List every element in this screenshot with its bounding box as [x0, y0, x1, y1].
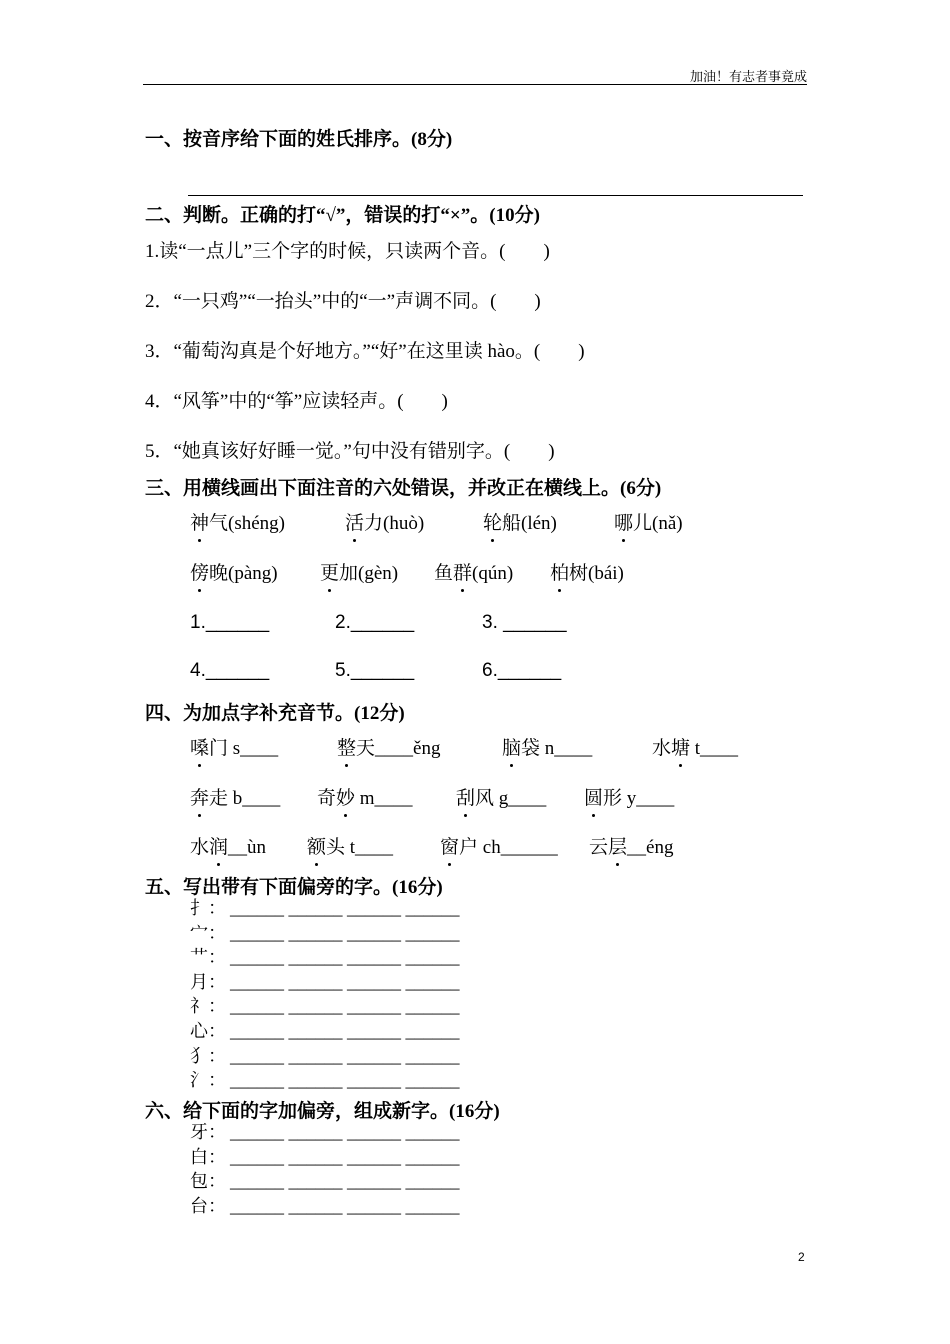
syllable-word: 刮风 g____ — [456, 783, 546, 810]
pinyin-word: 更加(gèn) — [320, 558, 398, 585]
radical-row: 礻： ______ ______ ______ ______ — [190, 996, 460, 1017]
syllable-word: 脑袋 n____ — [502, 733, 592, 760]
answer-line — [188, 195, 803, 196]
char-row: 牙： ______ ______ ______ ______ — [190, 1122, 460, 1142]
pinyin-word: 轮船(lén) — [483, 508, 557, 535]
section-4-title: 四、为加点字补充音节。(12分) — [145, 703, 405, 724]
write-blanks[interactable]: ______ ______ ______ ______ — [230, 947, 460, 968]
syllable-word: 水塘 t____ — [652, 733, 738, 760]
radical-row: 宀： ______ ______ ______ ______ — [190, 922, 460, 943]
syllable-word: 窗户 ch______ — [440, 832, 558, 859]
write-blanks[interactable]: ______ ______ ______ ______ — [230, 1045, 460, 1066]
section-5-title: 五、写出带有下面偏旁的字。(16分) — [145, 877, 443, 898]
write-blanks[interactable]: ______ ______ ______ ______ — [230, 898, 460, 918]
correction-blank[interactable]: 2.______ — [335, 612, 415, 633]
write-blanks[interactable]: ______ ______ ______ ______ — [230, 1020, 460, 1041]
judgment-item: 4．“风筝”中的“筝”应读轻声。( ) — [145, 391, 448, 412]
syllable-word: 嗓门 s____ — [190, 733, 278, 760]
radical-row: 心： ______ ______ ______ ______ — [190, 1020, 460, 1041]
page-number: 2 — [798, 1250, 805, 1264]
write-blanks[interactable]: ______ ______ ______ ______ — [230, 1122, 460, 1142]
write-blanks[interactable]: ______ ______ ______ ______ — [230, 1195, 460, 1216]
syllable-word: 整天____ěng — [337, 733, 440, 760]
correction-blank[interactable]: 3. ______ — [482, 612, 567, 633]
syllable-word: 奇妙 m____ — [317, 783, 413, 810]
correction-blank[interactable]: 1.______ — [190, 612, 270, 633]
correction-blank[interactable]: 4.______ — [190, 660, 270, 681]
write-blanks[interactable]: ______ ______ ______ ______ — [230, 1171, 460, 1192]
char-row: 台： ______ ______ ______ ______ — [190, 1195, 460, 1216]
syllable-word: 圆形 y____ — [584, 783, 674, 810]
radical-list — [190, 896, 460, 1093]
header-rule — [143, 84, 807, 85]
judgment-item: 2．“一只鸡”“一抬头”中的“一”声调不同。( ) — [145, 291, 541, 312]
write-blanks[interactable]: ______ ______ ______ ______ — [230, 971, 460, 992]
correction-blank[interactable]: 6.______ — [482, 660, 562, 681]
syllable-word: 云层__éng — [589, 832, 673, 859]
section-6-title: 六、给下面的字加偏旁，组成新字。(16分) — [145, 1101, 500, 1122]
write-blanks[interactable]: ______ ______ ______ ______ — [230, 1070, 460, 1091]
judgment-item: 3．“葡萄沟真是个好地方。”“好”在这里读 hào。( ) — [145, 341, 585, 362]
radical-row: 艹： ______ ______ ______ ______ — [190, 947, 460, 968]
char-row: 白： ______ ______ ______ ______ — [190, 1146, 460, 1167]
header-motto: 加油！有志者事竟成 — [689, 69, 807, 84]
syllable-word: 水润__ùn — [190, 832, 266, 859]
judgment-item: 1.读“一点儿”三个字的时候，只读两个音。( ) — [145, 241, 550, 262]
pinyin-word: 活力(huò) — [345, 508, 424, 535]
section-1-title: 一、按音序给下面的姓氏排序。(8分) — [145, 129, 453, 150]
write-blanks[interactable]: ______ ______ ______ ______ — [230, 922, 460, 943]
pinyin-word: 哪儿(nǎ) — [614, 508, 683, 535]
pinyin-word: 傍晚(pàng) — [190, 558, 278, 585]
char-row: 包： ______ ______ ______ ______ — [190, 1171, 460, 1192]
radical-row: 氵： ______ ______ ______ ______ — [190, 1070, 460, 1091]
radical-row: 扌： ______ ______ ______ ______ — [190, 898, 460, 918]
char-list — [190, 1120, 460, 1218]
pinyin-word: 柏树(bái) — [550, 558, 624, 585]
write-blanks[interactable]: ______ ______ ______ ______ — [230, 996, 460, 1017]
syllable-word: 奔走 b____ — [190, 783, 280, 810]
judgment-item: 5．“她真该好好睡一觉。”句中没有错别字。( ) — [145, 441, 555, 462]
write-blanks[interactable]: ______ ______ ______ ______ — [230, 1146, 460, 1167]
section-2-title: 二、判断。正确的打“√”，错误的打“×”。(10分) — [145, 205, 540, 226]
correction-blank[interactable]: 5.______ — [335, 660, 415, 681]
pinyin-word: 神气(shéng) — [190, 508, 285, 535]
syllable-word: 额头 t____ — [307, 832, 393, 859]
radical-row: 犭： ______ ______ ______ ______ — [190, 1045, 460, 1066]
section-3-title: 三、用横线画出下面注音的六处错误，并改正在横线上。(6分) — [145, 478, 662, 499]
pinyin-word: 鱼群(qún) — [434, 558, 513, 585]
radical-row: 月： ______ ______ ______ ______ — [190, 971, 460, 992]
